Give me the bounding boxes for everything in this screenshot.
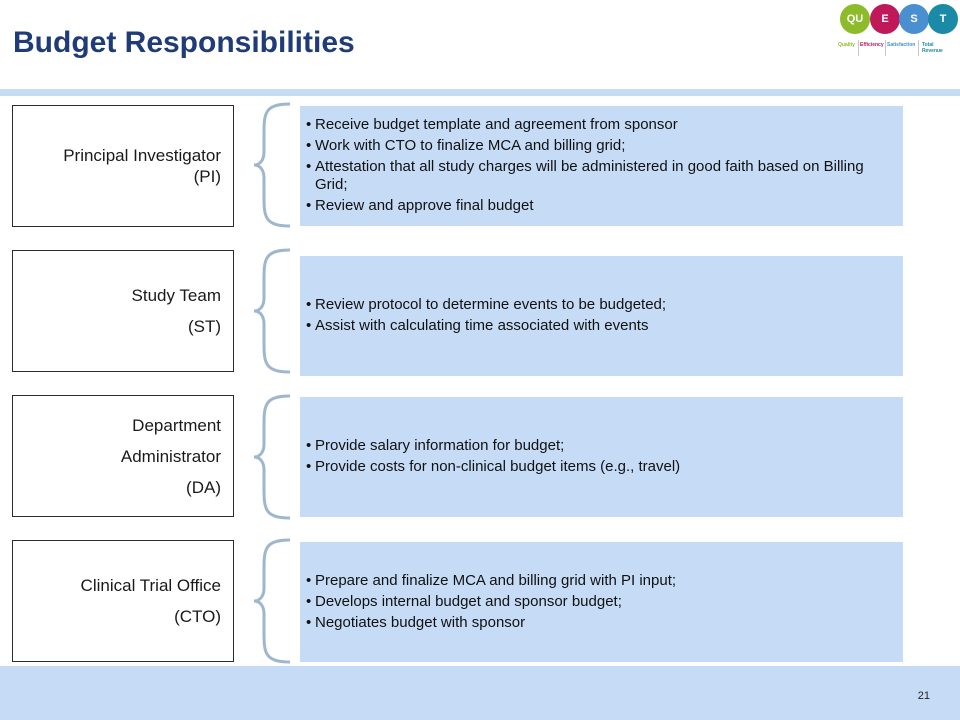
brace-icon	[252, 394, 292, 520]
role-abbreviation: (ST)	[187, 317, 221, 336]
logo-label-satisfaction: Satisfaction	[887, 42, 916, 48]
list-item: • Negotiates budget with sponsor	[306, 614, 891, 632]
title-underline-band	[0, 89, 960, 96]
logo-circle-e: E	[870, 4, 900, 34]
brace-icon	[252, 248, 292, 374]
list-item: • Review protocol to determine events to be budgeted;	[306, 296, 891, 314]
role-name: Administrator	[120, 446, 221, 466]
logo-circle-t: T	[928, 4, 958, 34]
responsibility-list-cto	[300, 542, 903, 662]
quest-logo	[836, 4, 960, 62]
page-number: 21	[917, 690, 930, 702]
list-item: • Develops internal budget and sponsor budget;	[306, 593, 891, 611]
list-item: • Attestation that all study charges will be administered in good faith based on Billing Grid;	[306, 158, 891, 194]
role-box-study-team	[12, 250, 234, 372]
list-item: • Work with CTO to finalize MCA and billing grid;	[306, 137, 891, 155]
role-abbreviation: (PI)	[193, 167, 221, 186]
brace-icon	[252, 102, 292, 228]
role-name: Study Team	[131, 286, 221, 305]
logo-label-efficiency: Efficiency	[860, 42, 884, 48]
footer-band	[0, 666, 960, 720]
responsibility-list-da	[300, 397, 903, 517]
role-name: Department	[132, 415, 221, 435]
brace-icon	[252, 538, 292, 664]
role-name: Clinical Trial Office	[80, 576, 221, 595]
list-item: • Provide costs for non-clinical budget items (e.g., travel)	[306, 458, 891, 476]
logo-circle-s: S	[899, 4, 929, 34]
list-item: • Review and approve final budget	[306, 197, 891, 215]
role-box-clinical-trial-office	[12, 540, 234, 662]
list-item: • Receive budget template and agreement from sponsor	[306, 116, 891, 134]
role-abbreviation: (DA)	[186, 477, 221, 497]
responsibility-list-st	[300, 256, 903, 376]
list-item: • Prepare and finalize MCA and billing grid with PI input;	[306, 572, 891, 590]
logo-label-quality: Quality	[838, 42, 855, 48]
responsibility-list-pi	[300, 106, 903, 226]
role-name: Principal Investigator	[63, 146, 221, 165]
logo-label-total-revenue: Total Revenue	[922, 42, 943, 54]
logo-separator	[858, 40, 859, 56]
slide-title: Budget Responsibilities	[13, 26, 355, 59]
role-box-department-administrator	[12, 395, 234, 517]
role-abbreviation: (CTO)	[174, 607, 221, 626]
role-box-principal-investigator	[12, 105, 234, 227]
list-item: • Provide salary information for budget;	[306, 437, 891, 455]
logo-separator	[885, 40, 886, 56]
logo-circle-qu: QU	[840, 4, 870, 34]
logo-separator	[918, 40, 919, 56]
list-item: • Assist with calculating time associated with events	[306, 317, 891, 335]
